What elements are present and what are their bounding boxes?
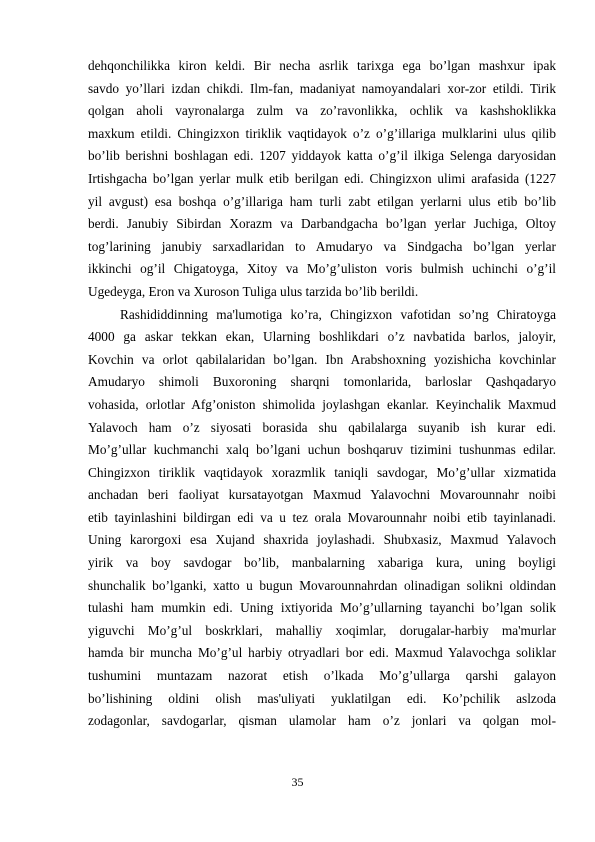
text-line: Chingizxon tiriklik vaqtidayok xorazmlik taniqli savdogar, Mo’g’ullar xizmatida bbox=[88, 464, 556, 480]
text-line: qolgan aholi vayronalarga zulm va zo’ravonlikka, ochlik va kashshoklikka bbox=[88, 103, 556, 119]
text-line: Kovchin va orlot qabilalaridan bo’lgan. Ibn Arabshoxning yozishicha kovchinlar bbox=[88, 351, 556, 367]
text-line: Amudaryo shimoli Buxoroning sharqni tomonlarida, barloslar Qashqadaryo bbox=[88, 374, 556, 390]
text-line: ikkinchi og’il Chigatoyga, Xitoy va Mo’g’uliston voris bulmish uchinchi o’g’il bbox=[88, 261, 556, 277]
text-line: hamda bir muncha Mo’g’ul harbiy otryadlari bor edi. Maxmud Yalavochga soliklar bbox=[88, 645, 556, 661]
text-line: shunchalik bo’lganki, xatto u bugun Movarounnahrdan olinadigan solikni oldindan bbox=[88, 577, 556, 593]
text-line: dehqonchilikka kiron keldi. Bir necha asrlik tarixga ega bo’lgan mashxur ipak bbox=[88, 58, 556, 73]
text-line: yil avgust) esa boshqa o’g’illariga ham turli zabt etilgan yerlarni ulus etib bo’lib bbox=[88, 193, 556, 209]
text-line: Rashididdinning ma'lumotiga ko’ra, Chingizxon vafotidan so’ng Chiratoyga bbox=[120, 306, 556, 322]
page-number: 35 bbox=[291, 775, 304, 789]
text-line: zodagonlar, savdogarlar, qisman ulamolar ham o’z jonlari va qolgan mol- bbox=[88, 713, 556, 729]
text-line: bo’lib berishni boshlagan edi. 1207 yiddayok katta o’g’il ilkiga Selenga daryosidan bbox=[88, 148, 556, 164]
paragraph-2 bbox=[88, 304, 556, 733]
text-line: vohasida, orlotlar Afg’oniston shimolida joylashgan ekanlar. Keyinchalik Maxmud bbox=[88, 396, 556, 412]
text-line: tulashi ham mumkin edi. Uning ixtiyorida Mo’g’ullarning tayanchi bo’lgan solik bbox=[88, 600, 556, 616]
text-line: etib tayinlashini bildirgan edi va u tez orala Movarounnahr noibi etib tayinlanadi. bbox=[88, 509, 556, 525]
text-line: Uning karorgoxi esa Xujand shaxrida joylashadi. Shubxasiz, Maxmud Yalavoch bbox=[88, 532, 556, 548]
text-line: tog’larining janubiy sarxadlaridan to Amudaryo va Sindgacha bo’lgan yerlar bbox=[88, 238, 556, 254]
document-body bbox=[88, 55, 556, 733]
text-line: anchadan beri faoliyat kursatayotgan Maxmud Yalavochni Movarounnahr noibi bbox=[88, 487, 556, 503]
text-line: Yalavoch ham o’z siyosati borasida shu qabilalarga suyanib ish kurar edi. bbox=[88, 419, 556, 435]
text-line: Mo’g’ullar kuchmanchi xalq bo’lgani uchun boshqaruv tizimini tushunmas edilar. bbox=[88, 442, 556, 458]
text-line: Ugedeyga, Eron va Xuroson Tuliga ulus tarzida bo’lib berildi. bbox=[88, 283, 419, 299]
text-line: berdi. Janubiy Sibirdan Xorazm va Darbandgacha bo’lgan yerlar Juchiga, Oltoy bbox=[88, 216, 556, 232]
text-line: yiguvchi Mo’g’ul boskrklari, mahalliy xoqimlar, dorugalar-harbiy ma'murlar bbox=[88, 622, 556, 638]
text-line: yirik va boy savdogar bo’lib, manbalarning xabariga kura, uning boyligi bbox=[88, 555, 556, 571]
text-line: tushumini muntazam nazorat etish o’lkada Mo’g’ullarga qarshi galayon bbox=[88, 668, 556, 684]
paragraph-1 bbox=[88, 55, 556, 304]
text-line: maxkum etildi. Chingizxon tiriklik vaqtidayok o’z o’g’illariga mulklarini ulus qilib bbox=[88, 125, 556, 141]
text-line: savdo yo’llari izdan chikdi. Ilm-fan, madaniyat namoyandalari xor-zor etildi. Tirik bbox=[88, 80, 556, 96]
text-line: Irtishgacha bo’lgan yerlar mulk etib berilgan edi. Chingizxon ulimi arafasida (1227 bbox=[88, 170, 556, 186]
text-line: bo’lishining oldini olish mas'uliyati yuklatilgan edi. Ko’pchilik aslzoda bbox=[88, 690, 556, 706]
text-line: 4000 ga askar tekkan ekan, Ularning boshlikdari o’z navbatida barlos, jaloyir, bbox=[88, 329, 556, 345]
